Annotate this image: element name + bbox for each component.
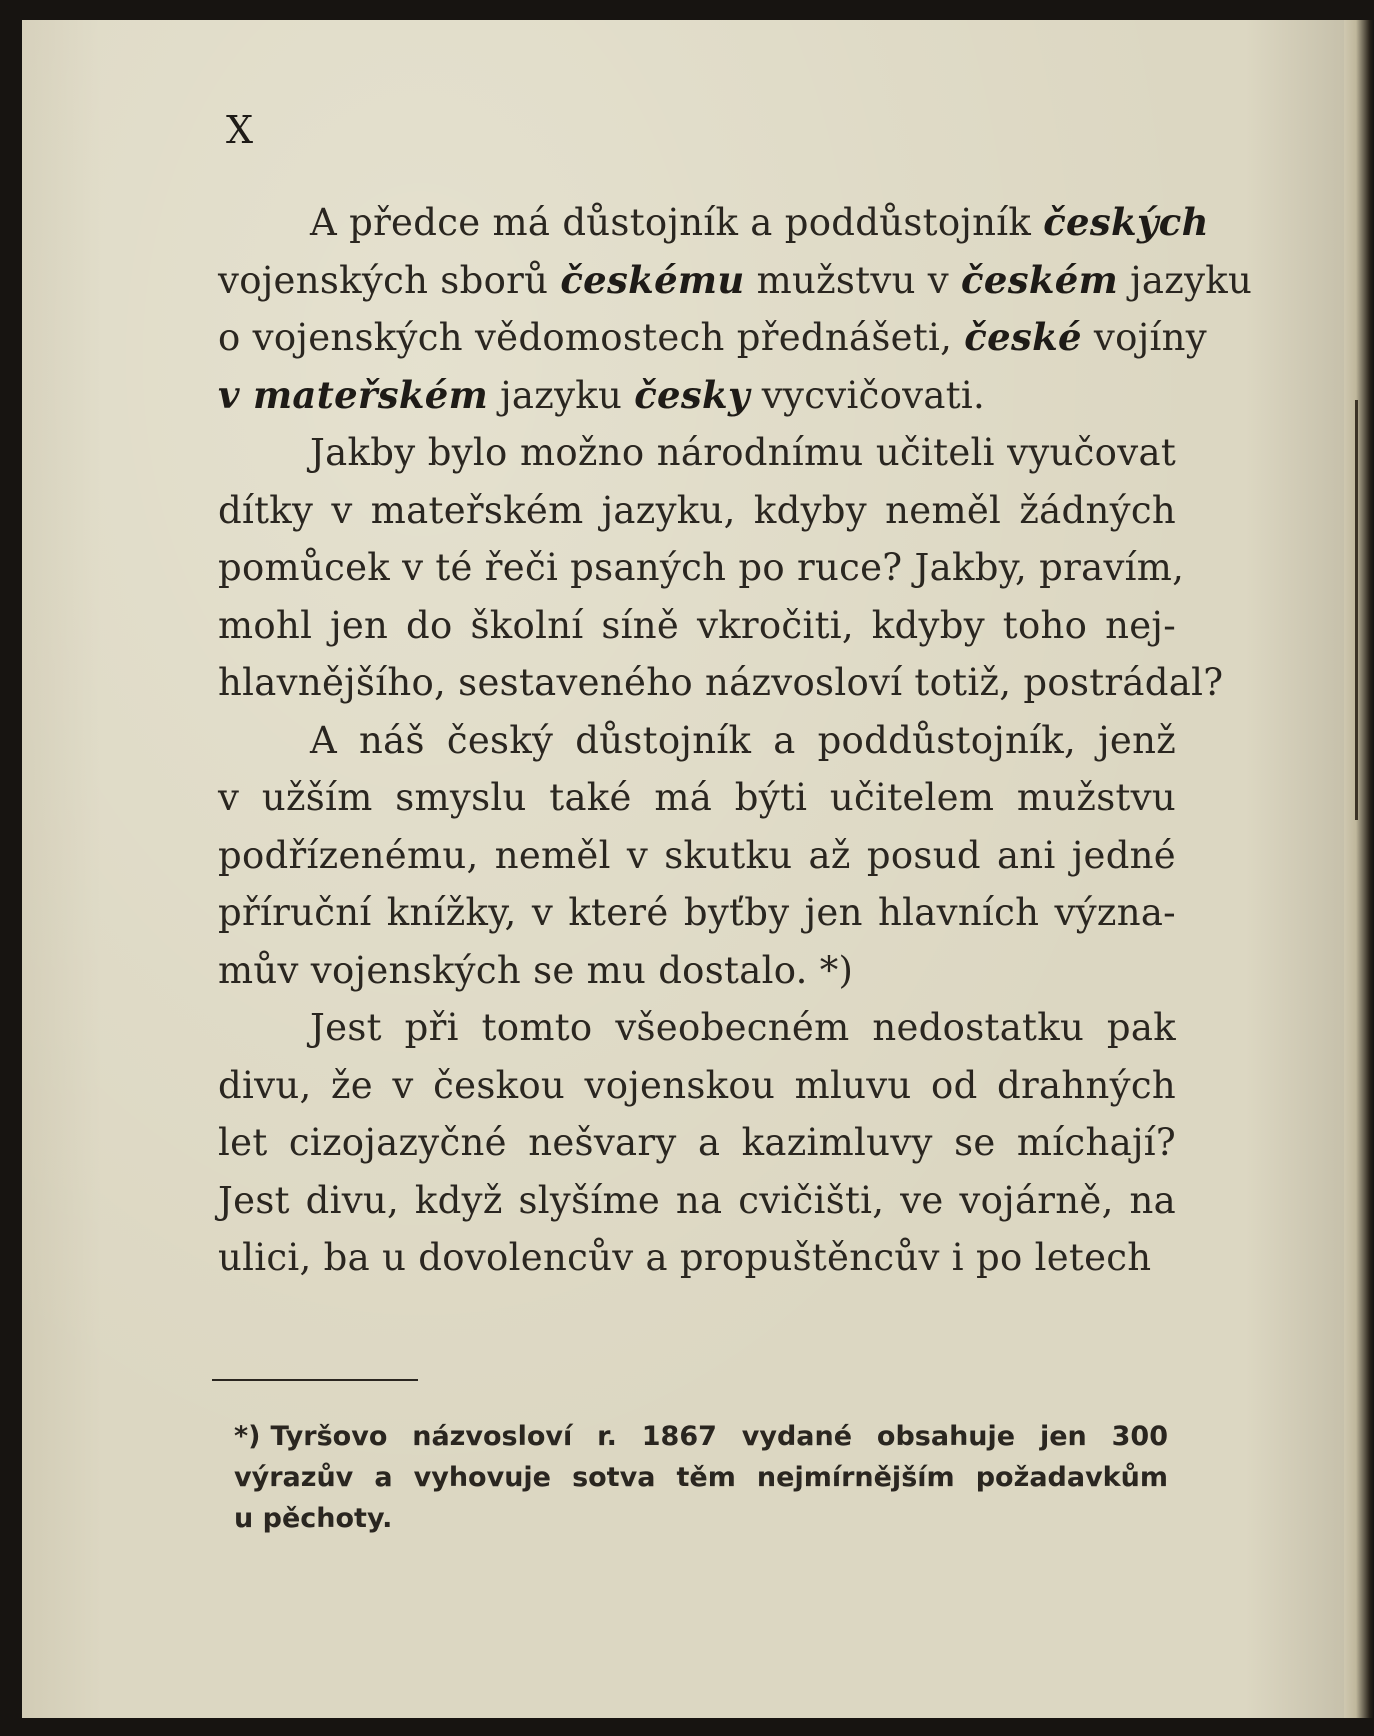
footnote-line: u pěchoty. [234, 1503, 393, 1534]
text-line [218, 597, 1176, 655]
text-run: ulici, ba u dovolencův a propuštěncův i po letech [218, 1236, 1152, 1279]
footnote-marker: *) [234, 1421, 261, 1452]
text-line [218, 942, 1176, 1000]
footnote-rule [212, 1379, 418, 1381]
text-line [218, 1114, 1176, 1172]
text-line [218, 1172, 1176, 1230]
page-edge [1344, 20, 1374, 1718]
text-run: Jakby bylo možno národnímu učiteli vyučovat [310, 431, 1176, 474]
text-run: vojíny [1081, 316, 1207, 359]
emphasis-text: české [964, 315, 1082, 359]
text-line [218, 252, 1253, 310]
text-run: o vojenských vědomostech přednášeti, [218, 316, 965, 359]
text-line [218, 194, 1209, 252]
text-run: jazyku [488, 373, 635, 417]
emphasis-text: česky [634, 372, 750, 417]
text-line [218, 309, 1207, 367]
text-line [218, 539, 1185, 597]
paragraph [218, 194, 1253, 424]
emphasis-text: českých [1043, 200, 1209, 244]
page-number: X [226, 108, 255, 152]
emphasis-text: v mateřském [218, 372, 489, 417]
text-run: hlavnějšího, sestaveného názvosloví totiž, postrádal? [218, 661, 1224, 704]
paragraph [218, 424, 1224, 712]
text-line [218, 884, 1176, 942]
text-run: let cizojazyčné nešvary a kazimluvy se míchají? [218, 1121, 1176, 1164]
emphasis-text: českému [560, 257, 745, 302]
text-line [218, 1229, 1176, 1287]
text-line [218, 712, 1176, 770]
text-line [218, 424, 1176, 482]
footnote-line: *) Tyršovo názvosloví r. 1867 vydané obsahuje jen 300 [234, 1421, 1168, 1452]
text-run: vojenských sborů [218, 258, 561, 302]
text-run: jazyku [1118, 258, 1253, 302]
text-run: v užším smyslu také má býti učitelem mužstvu [218, 776, 1176, 819]
text-run: příruční knížky, v které byťby jen hlavních význa- [218, 891, 1176, 934]
text-run: A předce má důstojník a poddůstojník [310, 201, 1044, 244]
edge-mark [1355, 400, 1358, 820]
text-run: dítky v mateřském jazyku, kdyby neměl žádných [218, 488, 1176, 532]
emphasis-text: českém [961, 257, 1119, 302]
text-run: pomůcek v té řeči psaných po ruce? Jakby, pravím, [218, 546, 1185, 589]
text-line [218, 367, 1176, 425]
text-run: podřízenému, neměl v skutku až posud ani jedné [218, 833, 1176, 877]
text-run: mohl jen do školní síně vkročiti, kdyby toho nej- [218, 603, 1176, 647]
paragraph [218, 712, 1176, 1000]
body-text [218, 194, 1253, 1287]
text-line [218, 1057, 1176, 1115]
text-run: Jest při tomto všeobecném nedostatku pak [310, 1006, 1176, 1049]
text-run: Jest divu, když slyšíme na cvičišti, ve vojárně, na [218, 1178, 1176, 1222]
text-run: vycvičovati. [749, 373, 986, 417]
paragraph [218, 999, 1176, 1287]
text-run: mův vojenských se mu dostalo. *) [218, 948, 854, 992]
text-line [218, 769, 1176, 827]
text-line [218, 999, 1176, 1057]
footnote [234, 1416, 1168, 1539]
text-run: divu, že v českou vojenskou mluvu od drahných [218, 1063, 1176, 1107]
text-line [218, 482, 1176, 540]
text-line [218, 827, 1176, 885]
text-run: mužstvu v [744, 258, 962, 302]
footnote-line: výrazův a vyhovuje sotva těm nejmírnějším požadavkům [234, 1462, 1168, 1493]
text-line [218, 654, 1224, 712]
text-run: A náš český důstojník a poddůstojník, jenž [310, 718, 1176, 762]
